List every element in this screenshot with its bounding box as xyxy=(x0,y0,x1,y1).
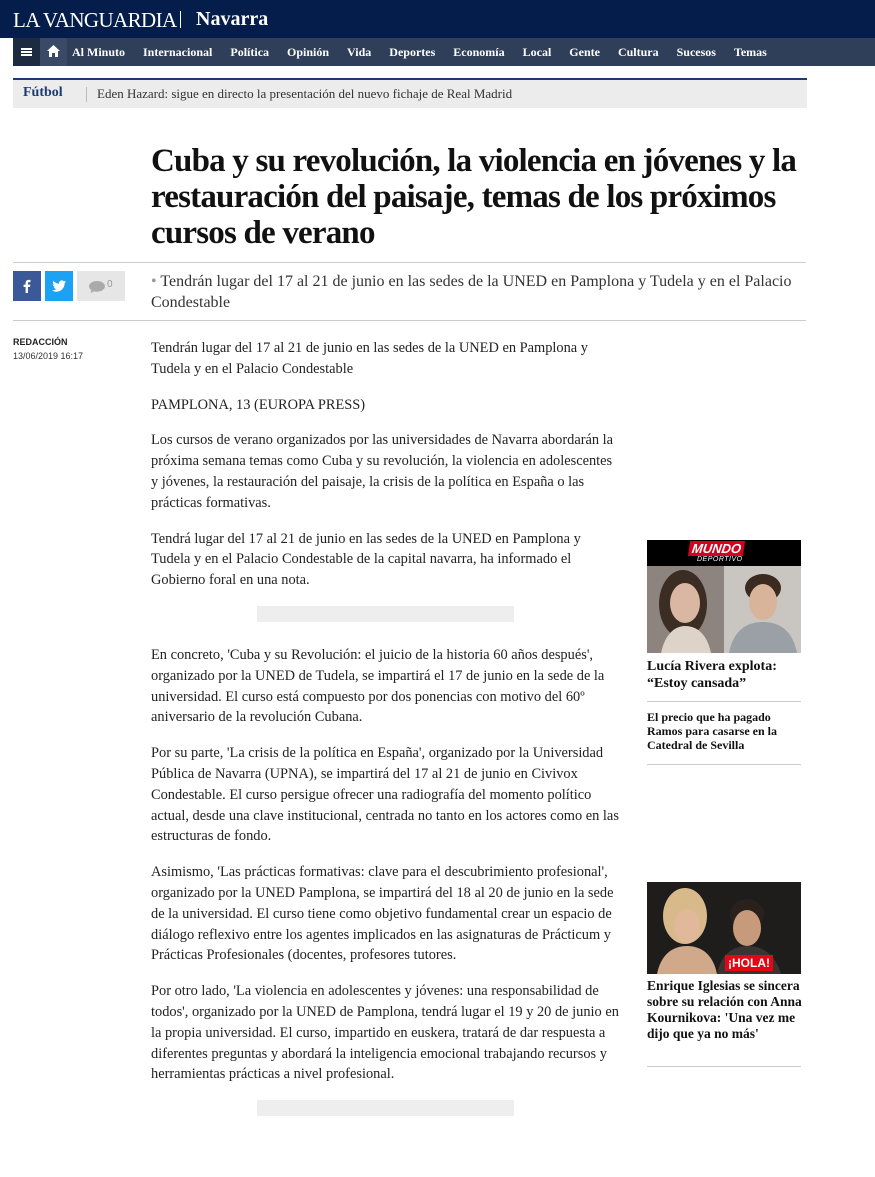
home-button[interactable] xyxy=(40,38,67,66)
sidebar-headline[interactable]: Lucía Rivera explota: “Estoy cansada” xyxy=(647,659,777,691)
section-title[interactable]: Navarra xyxy=(196,8,269,30)
mundo-brand: MUNDO xyxy=(688,541,745,556)
sidebar-headline[interactable]: El precio que ha pagado Ramos para casarse en la Catedral de Sevilla xyxy=(647,710,777,752)
main-nav xyxy=(13,38,875,66)
sidebar-photo[interactable] xyxy=(647,882,801,974)
hamburger-icon xyxy=(21,48,32,50)
article-body xyxy=(151,338,619,1116)
twitter-share-button[interactable] xyxy=(45,271,73,301)
mundo-deportivo-logo[interactable] xyxy=(647,540,801,566)
top-bar xyxy=(0,0,875,38)
deportivo-brand: DEPORTIVO xyxy=(697,556,743,563)
menu-button[interactable] xyxy=(13,38,40,66)
nav-item-politica[interactable]: Política xyxy=(230,44,270,59)
sidebar-headline[interactable]: Enrique Iglesias se sincera sobre su relación con Anna Kournikova: 'Una vez me dijo que ya no más' xyxy=(647,978,802,1041)
paragraph: En concreto, 'Cuba y su Revolución: el juicio de la historia 60 años después', organizado por la UNED de Tudela, se impartirá el 17 de junio en la sede de la universidad. El curso está compuesto por dos ponencias con motivo del 60º aniversario de la revolución Cubana. xyxy=(151,646,605,726)
article-subtitle xyxy=(151,271,801,313)
author: REDACCIÓN xyxy=(13,337,68,347)
subtitle-text: Tendrán lugar del 17 al 21 de junio en las sedes de la UNED en Pamplona y Tudela y en el Palacio Condestable xyxy=(151,273,792,311)
paragraph: PAMPLONA, 13 (EUROPA PRESS) xyxy=(151,396,366,413)
sidebar-divider xyxy=(647,1066,801,1067)
nav-item-local[interactable]: Local xyxy=(522,44,552,59)
home-icon xyxy=(47,45,60,57)
sidebar-photo[interactable] xyxy=(647,566,801,653)
logo-divider xyxy=(180,11,181,28)
facebook-share-button[interactable] xyxy=(13,271,41,301)
nav-links xyxy=(72,38,785,66)
facebook-icon xyxy=(20,279,34,293)
article-title: Cuba y su revolución, la violencia en jóvenes y la restauración del paisaje, temas de los próximos cursos de verano xyxy=(151,143,797,251)
site-logo[interactable]: LA VANGUARDIA xyxy=(13,8,177,32)
nav-item-vida[interactable]: Vida xyxy=(347,44,372,59)
nav-item-internacional[interactable]: Internacional xyxy=(143,44,213,59)
divider xyxy=(13,320,806,321)
paragraph: Por su parte, 'La crisis de la política en España', organizado por la Universidad Pública de Navarra (UPNA), se impartirá del 17 al 21 de junio en Civivox Condestable. El curso persigue ofrecer una radiografía del momento político actual, desde una clave institucional, centrada no tanto en los actores como en las estructuras de fondo. xyxy=(151,745,619,845)
twitter-icon xyxy=(52,279,66,293)
paragraph: Tendrán lugar del 17 al 21 de junio en las sedes de la UNED en Pamplona y Tudela y en el Palacio Condestable xyxy=(151,340,588,377)
subtitle-bullet: • xyxy=(151,273,157,290)
paragraph: Asimismo, 'Las prácticas formativas: clave para el descubrimiento profesional', organizado por la UNED Pamplona, se impartirá del 18 al 20 de junio en la sede de la universidad. El curso tiene como objetivo fundamental crear un espacio de diálogo reflexivo entre los agentes implicados en las asignaturas de Prácticum y Prácticas Profesionales (docentes, profesores tutores. xyxy=(151,864,614,964)
breaking-headline[interactable]: Eden Hazard: sigue en directo la presentación del nuevo fichaje de Real Madrid xyxy=(97,86,513,101)
sidebar-divider xyxy=(647,764,801,765)
ad-placeholder xyxy=(257,606,514,622)
nav-item-deportes[interactable]: Deportes xyxy=(389,44,436,59)
nav-item-cultura[interactable]: Cultura xyxy=(617,44,659,59)
breaking-divider xyxy=(86,87,87,102)
nav-item-sucesos[interactable]: Sucesos xyxy=(676,44,716,59)
comments-button[interactable] xyxy=(77,271,125,301)
paragraph: Tendrá lugar del 17 al 21 de junio en las sedes de la UNED en Pamplona y Tudela y en el Palacio Condestable de la capital navarra, ha informado el Gobierno foral en una nota. xyxy=(151,530,581,589)
nav-item-gente[interactable]: Gente xyxy=(569,44,600,59)
comment-icon xyxy=(89,281,105,293)
paragraph: Por otro lado, 'La violencia en adolescentes y jóvenes: una responsabilidad de todos', organizado por la UNED de Pamplona, tendrá lugar el 19 y 20 de junio en la propia universidad. El curso, impartido en euskera, tratará de dar respuesta a diferentes preguntas y abordará la inteligencia emocional trabajando recursos y herramientas prácticas a nivel profesional. xyxy=(151,983,619,1083)
nav-item-temas[interactable]: Temas xyxy=(733,44,767,59)
breaking-tag[interactable]: Fútbol xyxy=(23,85,63,100)
portrait-image xyxy=(647,566,801,653)
paragraph: Los cursos de verano organizados por las universidades de Navarra abordarán la próxima semana temas como Cuba y su revolución, la violencia en adolescentes y jóvenes, la restauración del paisaje, la crisis de la política en España o las prácticas formativas. xyxy=(151,432,614,511)
nav-item-al-minuto[interactable]: Al Minuto xyxy=(72,44,126,59)
hola-logo[interactable]: ¡HOLA! xyxy=(725,955,773,971)
publish-date: 13/06/2019 16:17 xyxy=(13,351,84,361)
comment-count: 0 xyxy=(107,279,113,290)
celebrity-image xyxy=(647,882,801,974)
sidebar-divider xyxy=(647,701,801,702)
breaking-news-bar[interactable] xyxy=(13,78,807,108)
divider xyxy=(13,262,806,263)
nav-item-opinion[interactable]: Opinión xyxy=(287,44,330,59)
nav-item-economia[interactable]: Economía xyxy=(453,44,505,59)
ad-placeholder xyxy=(257,1100,514,1116)
